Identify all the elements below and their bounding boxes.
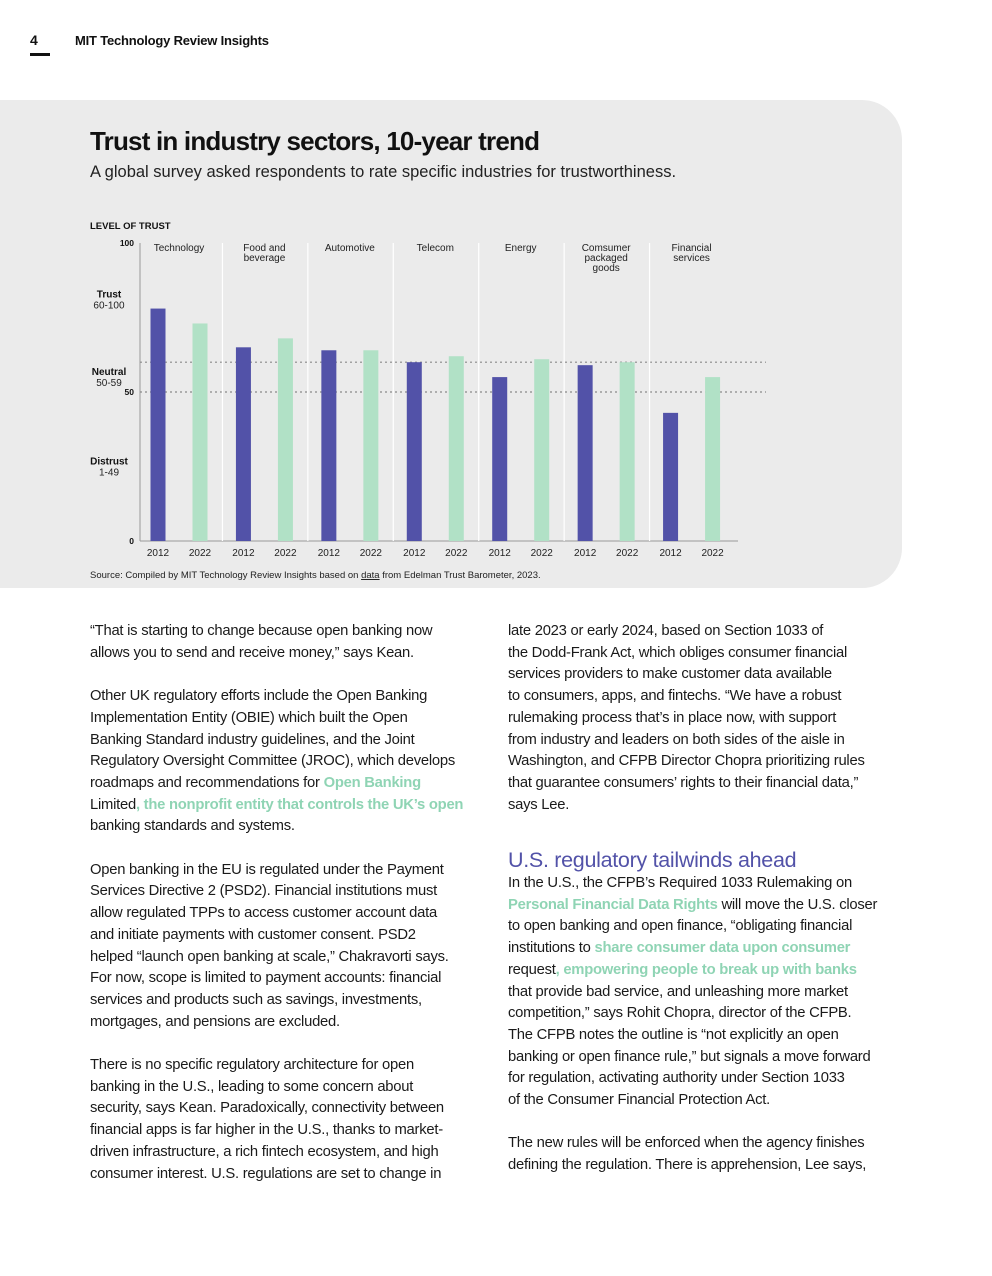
x-tick-label: 2012 <box>574 548 597 559</box>
text-span: services providers to make customer data available <box>508 666 832 683</box>
text-line <box>508 773 903 795</box>
bar-2012-4 <box>492 377 507 541</box>
text-span: security, says Kean. Paradoxically, connectivity between <box>90 1100 444 1117</box>
x-tick-label: 2012 <box>317 548 340 559</box>
text-line <box>90 925 490 947</box>
bar-2022-1 <box>278 338 293 541</box>
text-line <box>90 1120 490 1142</box>
bar-2012-5 <box>578 365 593 541</box>
x-tick-label: 2022 <box>445 548 468 559</box>
text-line <box>508 938 903 960</box>
text-span: Other UK regulatory efforts include the Open Banking <box>90 688 428 705</box>
text-span: defining the regulation. There is apprehension, Lee says, <box>508 1157 867 1174</box>
text-span: banking or open finance rule,” but signals a move forward <box>508 1048 871 1065</box>
x-tick-label: 2022 <box>359 548 382 559</box>
text-span: request <box>508 961 556 978</box>
text-span: allows you to send and receive money,” says Kean. <box>90 644 414 661</box>
zone-label: Distrust <box>90 456 128 468</box>
trust-bar-chart <box>0 200 902 570</box>
text-span: banking in the U.S., leading to some concern about <box>90 1078 414 1095</box>
text-span: The CFPB notes the outline is “not explicitly an open <box>508 1026 839 1043</box>
text-span: the Dodd-Frank Act, which obliges consumer financial <box>508 644 848 661</box>
text-line <box>90 621 490 643</box>
text-line <box>508 1025 903 1047</box>
source-prefix: Source: Compiled by MIT Technology Review Insights based on <box>90 570 362 581</box>
text-span: for regulation, activating authority under Section 1033 <box>508 1070 845 1087</box>
text-line <box>90 903 490 925</box>
text-line <box>90 751 490 773</box>
text-span: Banking Standard industry guidelines, and the Joint <box>90 731 415 748</box>
text-line <box>508 708 903 730</box>
text-span: banking standards and systems. <box>90 818 295 835</box>
text-span: services and products such as savings, investments, <box>90 991 422 1008</box>
text-line <box>90 1098 490 1120</box>
zone-label: Trust <box>96 289 122 301</box>
zone-range: 1-49 <box>98 467 120 479</box>
text-span: consumer interest. U.S. regulations are set to change in <box>90 1165 442 1182</box>
category-label: beverage <box>243 253 286 264</box>
text-span: There is no specific regulatory architecture for open <box>90 1057 414 1074</box>
x-tick-label: 2012 <box>403 548 426 559</box>
text-line <box>508 730 903 752</box>
text-span: helped “launch open banking at scale,” Chakravorti says. <box>90 948 449 965</box>
text-line <box>508 643 903 665</box>
text-line <box>90 730 490 752</box>
text-span: late 2023 or early 2024, based on Section 1033 of <box>508 623 824 639</box>
text-line <box>508 982 903 1004</box>
x-tick-label: 2022 <box>530 548 553 559</box>
category-label: Energy <box>504 243 537 254</box>
paragraph <box>508 1133 903 1176</box>
text-line <box>90 1142 490 1164</box>
text-span: from industry and leaders on both sides of the aisle in <box>508 731 845 748</box>
paragraph <box>508 621 903 816</box>
text-span: Services Directive 2 (PSD2). Financial institutions must <box>90 883 437 900</box>
text-span: roadmaps and recommendations for <box>90 774 324 791</box>
category-label: Comsumer <box>581 243 631 254</box>
text-line <box>508 960 903 982</box>
text-span: that guarantee consumers’ rights to their financial data,” <box>508 774 859 791</box>
text-line <box>90 816 490 838</box>
bar-2022-2 <box>363 350 378 541</box>
text-line <box>508 664 903 686</box>
text-span: For now, scope is limited to payment accounts: financial <box>90 970 442 987</box>
paragraph <box>508 873 903 1112</box>
page-number: 4 <box>30 32 38 48</box>
category-label: goods <box>592 263 620 274</box>
text-line <box>90 968 490 990</box>
text-line <box>508 621 903 643</box>
text-span: says Lee. <box>508 796 570 813</box>
text-span: Open banking in the EU is regulated under the Payment <box>90 861 444 878</box>
text-line <box>508 795 903 817</box>
text-line <box>90 881 490 903</box>
x-tick-label: 2012 <box>232 548 255 559</box>
text-line <box>90 1012 490 1034</box>
text-line <box>90 708 490 730</box>
text-line <box>90 773 490 795</box>
chart-source <box>90 570 541 581</box>
text-span: allow regulated TPPs to access customer account data <box>90 905 437 922</box>
bar-2012-2 <box>321 350 336 541</box>
text-line <box>90 990 490 1012</box>
text-line <box>508 1155 903 1177</box>
text-span: In the U.S., the CFPB’s Required 1033 Rulemaking on <box>508 875 852 892</box>
publication-title: MIT Technology Review Insights <box>75 33 269 48</box>
text-line <box>90 1164 490 1186</box>
chart-title: Trust in industry sectors, 10-year trend <box>90 126 540 156</box>
x-tick-label: 2012 <box>659 548 682 559</box>
text-span: of the Consumer Financial Protection Act. <box>508 1092 770 1109</box>
text-span: Implementation Entity (OBIE) which built the Open <box>90 709 408 726</box>
text-line <box>508 916 903 938</box>
text-span: to open banking and open finance, “obligating financial <box>508 918 853 935</box>
text-span: rulemaking process that’s in place now, with support <box>508 709 837 726</box>
text-line <box>508 686 903 708</box>
bar-2022-5 <box>620 362 635 541</box>
text-span: to consumers, apps, and fintechs. “We have a robust <box>508 688 842 705</box>
text-span: Regulatory Oversight Committee (JROC), which develops <box>90 753 456 770</box>
text-line <box>508 1133 903 1155</box>
category-label: packaged <box>584 253 628 264</box>
zone-range: 50-59 <box>96 378 122 390</box>
category-label: Food and <box>243 243 286 254</box>
text-line <box>90 686 490 708</box>
y-tick-label: 50 <box>124 387 134 397</box>
bar-2022-4 <box>534 359 549 541</box>
text-span: Limited <box>90 796 136 813</box>
text-line <box>508 751 903 773</box>
y-axis-title: LEVEL OF TRUST <box>90 221 171 232</box>
chart-subtitle: A global survey asked respondents to rate specific industries for trustworthiness. <box>90 163 677 181</box>
section-heading: U.S. regulatory tailwinds ahead <box>508 848 797 873</box>
category-label: Technology <box>153 243 205 254</box>
x-tick-label: 2022 <box>188 548 212 559</box>
text-span: Washington, and CFPB Director Chopra prioritizing rules <box>508 753 865 770</box>
text-span: will move the U.S. closer <box>717 896 878 913</box>
inline-link[interactable]: Open Banking <box>323 774 421 791</box>
text-span: competition,” says Rohit Chopra, director of the CFPB. <box>508 1005 852 1022</box>
text-line <box>508 895 903 917</box>
inline-link[interactable]: share consumer data upon consumer <box>594 940 851 957</box>
text-line <box>508 873 903 895</box>
text-line <box>90 947 490 969</box>
paragraph <box>90 621 490 664</box>
text-span: financial apps is far higher in the U.S., thanks to market- <box>90 1122 443 1139</box>
text-line <box>508 1068 903 1090</box>
category-label: Telecom <box>416 243 454 254</box>
category-label: Financial <box>671 243 712 254</box>
zone-label: Neutral <box>91 367 127 379</box>
text-span: that provide bad service, and unleashing more market <box>508 983 848 1000</box>
text-line <box>90 1077 490 1099</box>
source-data-link[interactable]: data <box>361 570 380 581</box>
x-tick-label: 2022 <box>701 548 724 559</box>
x-tick-label: 2022 <box>616 548 639 559</box>
bar-2012-1 <box>236 347 251 541</box>
paragraph <box>90 686 490 838</box>
text-line <box>90 643 490 665</box>
page-number-underline <box>30 53 50 56</box>
bar-2022-0 <box>193 323 208 541</box>
bar-2012-6 <box>663 413 678 541</box>
bar-2012-3 <box>407 362 422 541</box>
text-line <box>90 860 490 882</box>
paragraph <box>90 1055 490 1185</box>
left-column <box>90 621 490 1207</box>
inline-link[interactable]: , empowering people to break up with banks <box>555 961 857 978</box>
text-line <box>508 1090 903 1112</box>
text-span: mortgages, and pensions are excluded. <box>90 1013 340 1030</box>
zone-range: 60-100 <box>93 300 125 312</box>
category-label: services <box>673 253 710 264</box>
x-tick-label: 2012 <box>146 548 170 559</box>
source-suffix: from Edelman Trust Barometer, 2023. <box>379 570 541 581</box>
text-span: driven infrastructure, a rich fintech ecosystem, and high <box>90 1143 439 1160</box>
y-tick-label: 0 <box>129 536 134 546</box>
text-span: and initiate payments with customer consent. PSD2 <box>90 926 416 943</box>
x-tick-label: 2022 <box>274 548 297 559</box>
right-column <box>508 621 903 1199</box>
bar-2012-0 <box>151 309 166 541</box>
y-tick-label: 100 <box>119 238 134 248</box>
text-line <box>90 795 490 817</box>
bar-2022-3 <box>449 356 464 541</box>
inline-link[interactable]: Personal Financial Data Rights <box>508 896 718 913</box>
text-line <box>90 1055 490 1077</box>
bar-2022-6 <box>705 377 720 541</box>
text-span: The new rules will be enforced when the agency finishes <box>508 1135 865 1152</box>
text-line <box>508 1003 903 1025</box>
text-span: institutions to <box>508 940 595 957</box>
paragraph <box>90 860 490 1034</box>
text-line <box>508 1047 903 1069</box>
x-tick-label: 2012 <box>488 548 511 559</box>
inline-link[interactable]: , the nonprofit entity that controls the UK’s open <box>135 796 464 813</box>
text-span: “That is starting to change because open banking now <box>90 623 433 639</box>
category-label: Automotive <box>324 243 375 254</box>
